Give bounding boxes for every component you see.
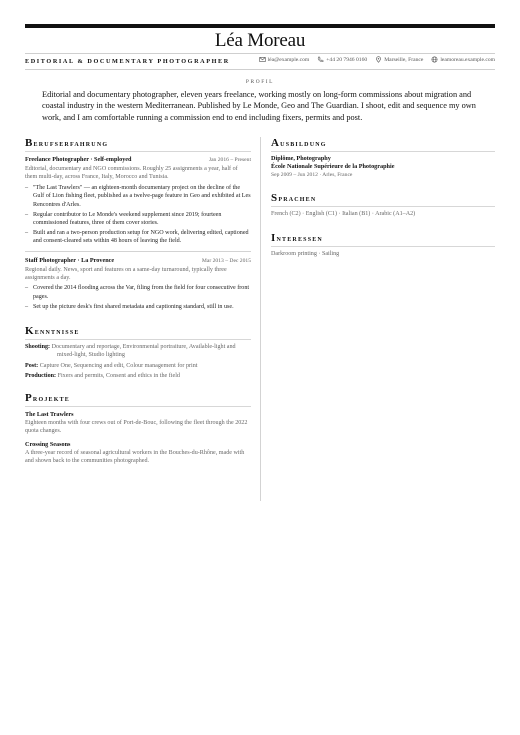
contact-phone[interactable]: [317, 56, 367, 63]
contact-website[interactable]: [431, 56, 495, 63]
job-bullets: [25, 284, 251, 311]
job-bullet: – Covered the 2014 flooding across the Var, filing from the field for four consecutive front pages.: [25, 284, 251, 301]
right-column: [271, 137, 495, 258]
contact-email-text: léa@example.com: [267, 56, 310, 63]
job-dates: Jan 2016 – Present: [208, 157, 251, 163]
contact-divider: [25, 69, 495, 70]
job-bullet: – Regular contributor to Le Monde's weekend supplement since 2019; fourteen commissioned features, three of them cover stories.: [25, 211, 251, 228]
skill-label: Post:: [25, 362, 39, 369]
contact-location-text: Marseille, France: [384, 56, 424, 63]
skill-label: Production:: [25, 372, 57, 379]
job-description: Editorial, documentary and NGO commissions. Roughly 25 assignments a year, half of them multi-day, across France, Italy, Morocco and Tunisia.: [25, 166, 238, 181]
project-title: The Last Trawlers: [25, 411, 74, 418]
section-title-projects: Projekte: [25, 392, 251, 407]
contact-email[interactable]: [259, 56, 310, 63]
top-accent-bar: [25, 24, 495, 28]
contact-location: [375, 56, 423, 63]
candidate-name: Léa Moreau: [214, 30, 306, 51]
contact-bar: [259, 56, 495, 63]
project-description: A three-year record of seasonal agricultural workers in the Bouches-du-Rhône, made with and shown back to the communities photographed.: [25, 449, 245, 465]
profile-summary: Editorial and documentary photographer, eleven years freelance, working mostly on long-form commissions about migration and coastal industry in the western Mediterranean. Published by Le Monde, Geo and The Guardian. I shoot, edit and sequence my own work, and I am comfortable running a commission end to end including fixers, permits and post.: [42, 90, 476, 122]
section-title-education: Ausbildung: [271, 137, 495, 152]
left-column: [25, 137, 251, 470]
skill-text: Capture One, Sequencing and edit, Colour management for print: [39, 362, 198, 369]
job-divider: [25, 251, 251, 252]
education-degree: Diplôme, Photography: [271, 155, 331, 162]
job-dates: Mar 2013 – Dec 2015: [201, 257, 251, 264]
contact-phone-text: +44 20 7946 0160: [326, 56, 368, 63]
skill-row: [25, 343, 251, 359]
education-dates: Sep 2009 – Jun 2012 · Arles, France: [271, 172, 353, 179]
job-title: Freelance Photographer · Self-employed: [25, 156, 132, 163]
mail-icon: [259, 56, 266, 63]
job-bullet: – "The Last Trawlers" — an eighteen-month documentary project on the decline of the Gulf of Lion fishing fleet, published as a twelve-page feature in Geo and exhibited at Les Rencontres d'Arles.: [25, 184, 251, 209]
skill-text: Documentary and reportage, Environmental portraiture, Available-light and mixed-light, Studio lighting: [51, 344, 236, 359]
section-title-experience: Berufserfahrung: [25, 137, 251, 152]
job-description: Regional daily. News, sport and features on a same-day turnaround, typically three assignments a day.: [25, 266, 227, 282]
section-title-languages: Sprachen: [271, 192, 495, 207]
job-bullet: – Built and ran a two-person production setup for NGO work, delivering edited, captioned and consent-cleared sets within 48 hours of leaving the field.: [25, 229, 251, 246]
job-entry: [25, 256, 251, 312]
project-title: Crossing Seasons: [25, 440, 71, 448]
job-title: Staff Photographer · La Provence: [25, 256, 115, 264]
languages-list: French (C2) · English (C1) · Italian (B1) · Arabic (A1–A2): [271, 211, 416, 218]
location-icon: [375, 56, 382, 63]
education-school: École Nationale Supérieure de la Photographie: [271, 163, 395, 171]
contact-website-text: leamoreau.example.com: [440, 56, 495, 63]
project-description: Eighteen months with four crews out of Port-de-Bouc, following the fleet through the 2022 quota changes.: [25, 420, 248, 435]
skill-label: Shooting:: [25, 344, 51, 351]
skill-text: Fixers and permits, Consent and ethics in the field: [57, 372, 180, 379]
phone-icon: [317, 56, 324, 63]
job-bullet: – Set up the picture desk's first shared metadata and captioning standard, still in use.: [25, 303, 251, 311]
profile-label: PROFIL: [245, 79, 275, 85]
globe-icon: [431, 56, 438, 63]
header-divider: [25, 53, 495, 54]
skill-row: [25, 372, 251, 380]
job-bullets: [25, 184, 251, 246]
section-title-skills: Kenntnisse: [25, 325, 251, 340]
section-title-interests: Interessen: [271, 232, 495, 247]
headline: EDITORIAL & DOCUMENTARY PHOTOGRAPHER: [25, 58, 230, 65]
job-entry: [25, 155, 251, 246]
skill-row: [25, 362, 251, 370]
interests-list: Darkroom printing · Sailing: [271, 250, 340, 257]
column-divider: [260, 137, 261, 501]
